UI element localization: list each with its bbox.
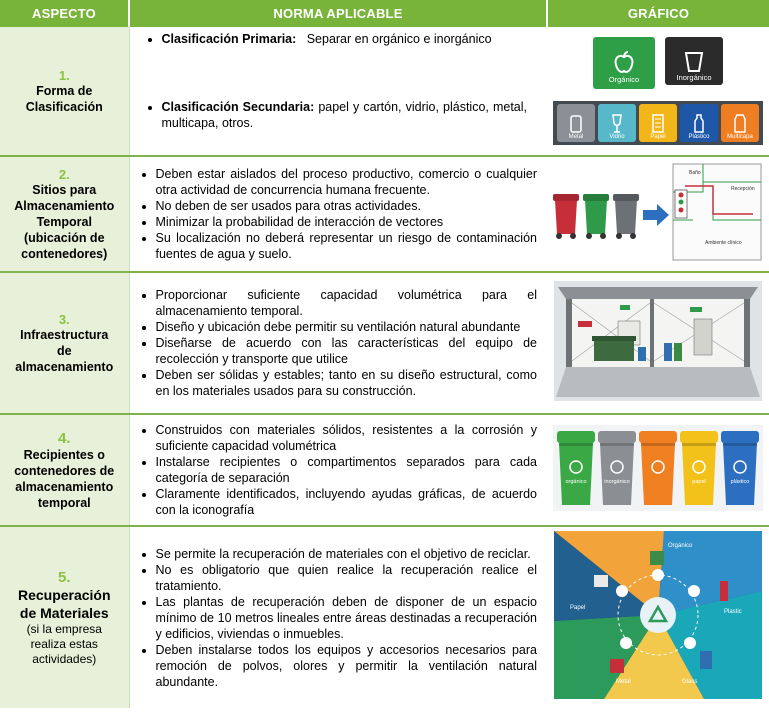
norm-item — [162, 31, 528, 47]
header-aspecto: ASPECTO — [0, 0, 129, 27]
row-sitios-almacenamiento — [0, 156, 769, 272]
recovery-label: Metal — [616, 679, 631, 685]
plan-label: Ambiente clínico — [705, 239, 742, 246]
primary-label: Clasificación Primaria: — [161, 32, 297, 46]
multicapa-label: Multicapa — [727, 134, 753, 140]
material-recovery-illustration — [554, 531, 762, 699]
plastic-bin-icon — [680, 104, 718, 142]
plastic-label: Plástico — [688, 134, 710, 140]
norm-item: • Diseño y ubicación debe permitir su ventilación natural abundante — [156, 319, 538, 335]
recovery-label: Plastic — [724, 609, 742, 615]
inorganic-bin-icon — [665, 37, 723, 85]
row-recipientes — [0, 414, 769, 526]
norm-cell — [129, 27, 547, 156]
norm-item: • Deben instalarse todos los equipos y accesorios necesarios para remoción de polvos, olores y permitir la ventilación natural abundante. — [156, 642, 538, 690]
norm-item: • Construidos con materiales sólidos, resistentes a la corrosión y suficiente capacidad volumétrica — [156, 422, 538, 454]
green-bin-icon — [583, 194, 609, 239]
secondary-text: papel y cartón, vidrio, plástico, metal, multicapa, otros. — [161, 100, 527, 130]
graphic-cell — [547, 414, 769, 526]
header-row — [0, 0, 769, 27]
recycle-bin-icon — [721, 431, 759, 505]
recycle-bin-icon — [598, 431, 636, 505]
norm-item — [162, 99, 528, 131]
storage-site-illustration — [553, 162, 763, 262]
aspect-name: Forma de Clasificación — [25, 83, 103, 114]
graphic-cell — [547, 526, 769, 708]
aspect-cell — [0, 414, 129, 526]
norm-item: • Deben ser sólidas y estables; tanto en su diseño estructural, como en los materiales usados para su construcción. — [156, 367, 538, 399]
recycling-bins-illustration — [553, 425, 763, 511]
aspect-cell — [0, 156, 129, 272]
primary-text: Separar en orgánico e inorgánico — [306, 32, 492, 46]
red-bin-icon — [553, 194, 579, 239]
aspect-cell — [0, 272, 129, 414]
graphic-cell — [547, 27, 769, 156]
aspect-number: 1. — [58, 67, 70, 83]
plan-label: Recepción — [731, 185, 755, 192]
aspect-cell — [0, 526, 129, 708]
row-recuperacion — [0, 526, 769, 708]
header-grafico: GRÁFICO — [547, 0, 769, 27]
row-infraestructura — [0, 272, 769, 414]
metal-bin-icon — [557, 104, 595, 142]
arrow-right-icon — [643, 204, 669, 226]
norm-item: • Se permite la recuperación de materiales con el objetivo de reciclar. — [156, 546, 538, 562]
aspect-number: 5. — [57, 568, 71, 586]
norm-item: • Instalarse recipientes o compartimentos separados para cada categoría de separación — [156, 454, 538, 486]
aspect-name: Infraestructura de almacenamiento — [15, 327, 114, 374]
organic-bin-icon — [593, 37, 655, 89]
bin-label: plástico — [730, 478, 750, 485]
norm-item: • Claramente identificados, incluyendo ayudas gráficas, de acuerdo con la iconografía — [156, 486, 538, 518]
aspect-name: Sitios para Almacenamiento Temporal (ubicación de contenedores) — [14, 182, 115, 261]
recycle-bin-icon — [557, 431, 595, 505]
recovery-label: Orgánico — [668, 543, 693, 549]
plan-label: Baño — [689, 169, 701, 176]
bin-label: orgánico — [565, 478, 587, 485]
norm-cell — [129, 526, 547, 708]
graphic-cell — [547, 156, 769, 272]
aspect-number: 3. — [58, 311, 70, 327]
bin-label: papel — [692, 478, 706, 485]
norm-item: • Su localización no deberá representar un riesgo de contaminación fuentes de agua y suelo. — [156, 230, 538, 262]
gray-bin-icon — [613, 194, 639, 239]
multicapa-bin-icon — [721, 104, 759, 142]
norm-item: • Proporcionar suficiente capacidad volumétrica para el almacenamiento temporal. — [156, 287, 538, 319]
aspect-number: 4. — [57, 429, 71, 447]
paper-label: Papel — [650, 134, 666, 140]
norm-item: • Diseñarse de acuerdo con las características del equipo de recolección y transporte que utilice — [156, 335, 538, 367]
secondary-label: Clasificación Secundaria: — [161, 100, 315, 114]
norm-item: • No es obligatorio que quien realice la recuperación realice el tratamiento. — [156, 562, 538, 594]
norm-item: • Las plantas de recuperación deben de disponer de un espacio mínimo de 10 metros lineales entre áreas destinadas a recuperación y edificios, viviendas o inmuebles. — [156, 594, 538, 642]
recycle-bin-icon — [639, 431, 677, 505]
row-forma-clasificacion — [0, 27, 769, 156]
aspect-name: Recuperación de Materiales — [17, 586, 111, 621]
norm-item: • Deben estar aislados del proceso productivo, comercio o cualquier otra actividad de concurrencia humana frecuente. — [156, 166, 538, 198]
header-norma: NORMA APLICABLE — [129, 0, 547, 27]
metal-label: Metal — [568, 134, 584, 140]
aspect-cell — [0, 27, 129, 156]
storage-building-illustration — [554, 281, 762, 401]
aspect-number: 2. — [58, 166, 70, 182]
inorganic-label: Inorgánico — [676, 73, 712, 82]
recovery-label: Papel — [570, 605, 586, 611]
glass-label: Vidrio — [609, 134, 625, 140]
floor-plan — [673, 164, 761, 260]
bin-label: inorgánico — [604, 478, 630, 485]
organic-label: Orgánico — [608, 75, 640, 84]
norm-item: • No deben de ser usados para otras actividades. — [156, 198, 538, 214]
norm-cell — [129, 414, 547, 526]
norm-cell — [129, 156, 547, 272]
norm-cell — [129, 272, 547, 414]
aspect-note: (si la empresa realiza estas actividades) — [26, 621, 102, 666]
recovery-label: Glass — [682, 679, 698, 685]
aspect-name: Recipientes o contenedores de almacenamiento temporal — [14, 447, 115, 510]
norm-item: • Minimizar la probabilidad de interacción de vectores — [156, 214, 538, 230]
recycle-bin-icon — [680, 431, 718, 505]
graphic-cell — [547, 272, 769, 414]
paper-bin-icon — [639, 104, 677, 142]
glass-bin-icon — [598, 104, 636, 142]
